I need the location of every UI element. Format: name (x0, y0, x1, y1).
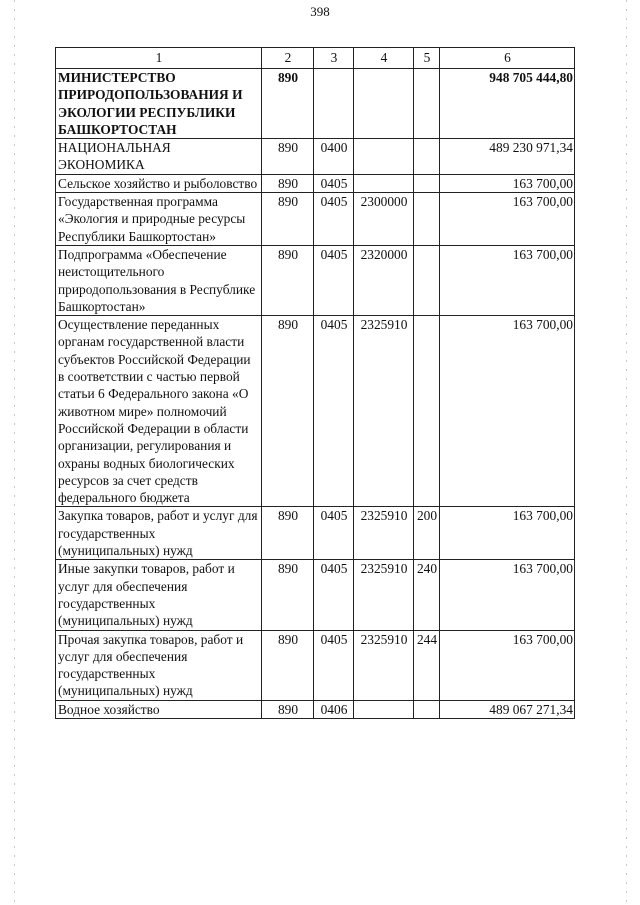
amount-cell: 163 700,00 (440, 507, 575, 560)
section-code-cell: 0405 (314, 507, 354, 560)
section-code-cell: 0405 (314, 630, 354, 700)
expense-type-cell: 240 (414, 560, 440, 630)
section-code-cell: 0405 (314, 560, 354, 630)
table-row (56, 69, 575, 139)
target-article-cell (354, 69, 414, 139)
target-article-cell: 2325910 (354, 507, 414, 560)
amount-cell: 489 230 971,34 (440, 139, 575, 175)
department-code-cell: 890 (262, 316, 314, 507)
target-article-cell: 2300000 (354, 193, 414, 246)
row-name-cell: МИНИСТЕРСТВО ПРИРОДОПОЛЬЗОВАНИЯ И ЭКОЛОГИИ РЕСПУБЛИКИ БАШКОРТОСТАН (56, 69, 262, 139)
amount-cell: 163 700,00 (440, 630, 575, 700)
table-row (56, 700, 575, 718)
expense-type-cell: 200 (414, 507, 440, 560)
table-row (56, 245, 575, 315)
table-row (56, 139, 575, 175)
header-col-2: 2 (262, 48, 314, 69)
target-article-cell (354, 174, 414, 192)
scan-artifact-right (626, 0, 627, 905)
row-name-cell: Иные закупки товаров, работ и услуг для обеспечения государственных (муниципальных) нужд (56, 560, 262, 630)
table-row (56, 174, 575, 192)
department-code-cell: 890 (262, 507, 314, 560)
section-code-cell (314, 69, 354, 139)
row-name-cell: Осуществление переданных органам государственной власти субъектов Российской Федерации в соответствии с частью первой статьи 6 Федерального закона «О животном мире» полномочий Российской Федерации в области организации, регулирования и охраны водных биологических ресурсов за счет средств федерального бюджета (56, 316, 262, 507)
amount-cell: 163 700,00 (440, 560, 575, 630)
department-code-cell: 890 (262, 245, 314, 315)
expense-type-cell (414, 316, 440, 507)
section-code-cell: 0406 (314, 700, 354, 718)
target-article-cell: 2325910 (354, 630, 414, 700)
table-body (56, 69, 575, 719)
expense-type-cell (414, 193, 440, 246)
target-article-cell: 2320000 (354, 245, 414, 315)
expense-type-cell (414, 174, 440, 192)
amount-cell: 163 700,00 (440, 193, 575, 246)
department-code-cell: 890 (262, 560, 314, 630)
expense-type-cell (414, 700, 440, 718)
header-col-1: 1 (56, 48, 262, 69)
table-row (56, 193, 575, 246)
header-col-6: 6 (440, 48, 575, 69)
scan-artifact-left (14, 0, 15, 905)
department-code-cell: 890 (262, 69, 314, 139)
amount-cell: 948 705 444,80 (440, 69, 575, 139)
amount-cell: 489 067 271,34 (440, 700, 575, 718)
section-code-cell: 0405 (314, 316, 354, 507)
row-name-cell: Прочая закупка товаров, работ и услуг для обеспечения государственных (муниципальных) нужд (56, 630, 262, 700)
department-code-cell: 890 (262, 139, 314, 175)
target-article-cell: 2325910 (354, 316, 414, 507)
expense-type-cell (414, 245, 440, 315)
amount-cell: 163 700,00 (440, 316, 575, 507)
row-name-cell: Закупка товаров, работ и услуг для государственных (муниципальных) нужд (56, 507, 262, 560)
budget-table (55, 47, 575, 719)
page-number: 398 (310, 4, 330, 19)
expense-type-cell: 244 (414, 630, 440, 700)
header-col-4: 4 (354, 48, 414, 69)
target-article-cell (354, 700, 414, 718)
section-code-cell: 0400 (314, 139, 354, 175)
section-code-cell: 0405 (314, 174, 354, 192)
row-name-cell: Подпрограмма «Обеспечение неистощительного природопользования в Республике Башкортостан» (56, 245, 262, 315)
target-article-cell: 2325910 (354, 560, 414, 630)
department-code-cell: 890 (262, 700, 314, 718)
row-name-cell: НАЦИОНАЛЬНАЯ ЭКОНОМИКА (56, 139, 262, 175)
row-name-cell: Государственная программа «Экология и природные ресурсы Республики Башкортостан» (56, 193, 262, 246)
expense-type-cell (414, 69, 440, 139)
header-col-3: 3 (314, 48, 354, 69)
department-code-cell: 890 (262, 193, 314, 246)
table-row (56, 630, 575, 700)
table-row (56, 560, 575, 630)
department-code-cell: 890 (262, 630, 314, 700)
header-col-5: 5 (414, 48, 440, 69)
amount-cell: 163 700,00 (440, 245, 575, 315)
section-code-cell: 0405 (314, 245, 354, 315)
section-code-cell: 0405 (314, 193, 354, 246)
row-name-cell: Водное хозяйство (56, 700, 262, 718)
amount-cell: 163 700,00 (440, 174, 575, 192)
table-row (56, 316, 575, 507)
target-article-cell (354, 139, 414, 175)
department-code-cell: 890 (262, 174, 314, 192)
table-row (56, 507, 575, 560)
header-row (56, 48, 575, 69)
expense-type-cell (414, 139, 440, 175)
row-name-cell: Сельское хозяйство и рыболовство (56, 174, 262, 192)
